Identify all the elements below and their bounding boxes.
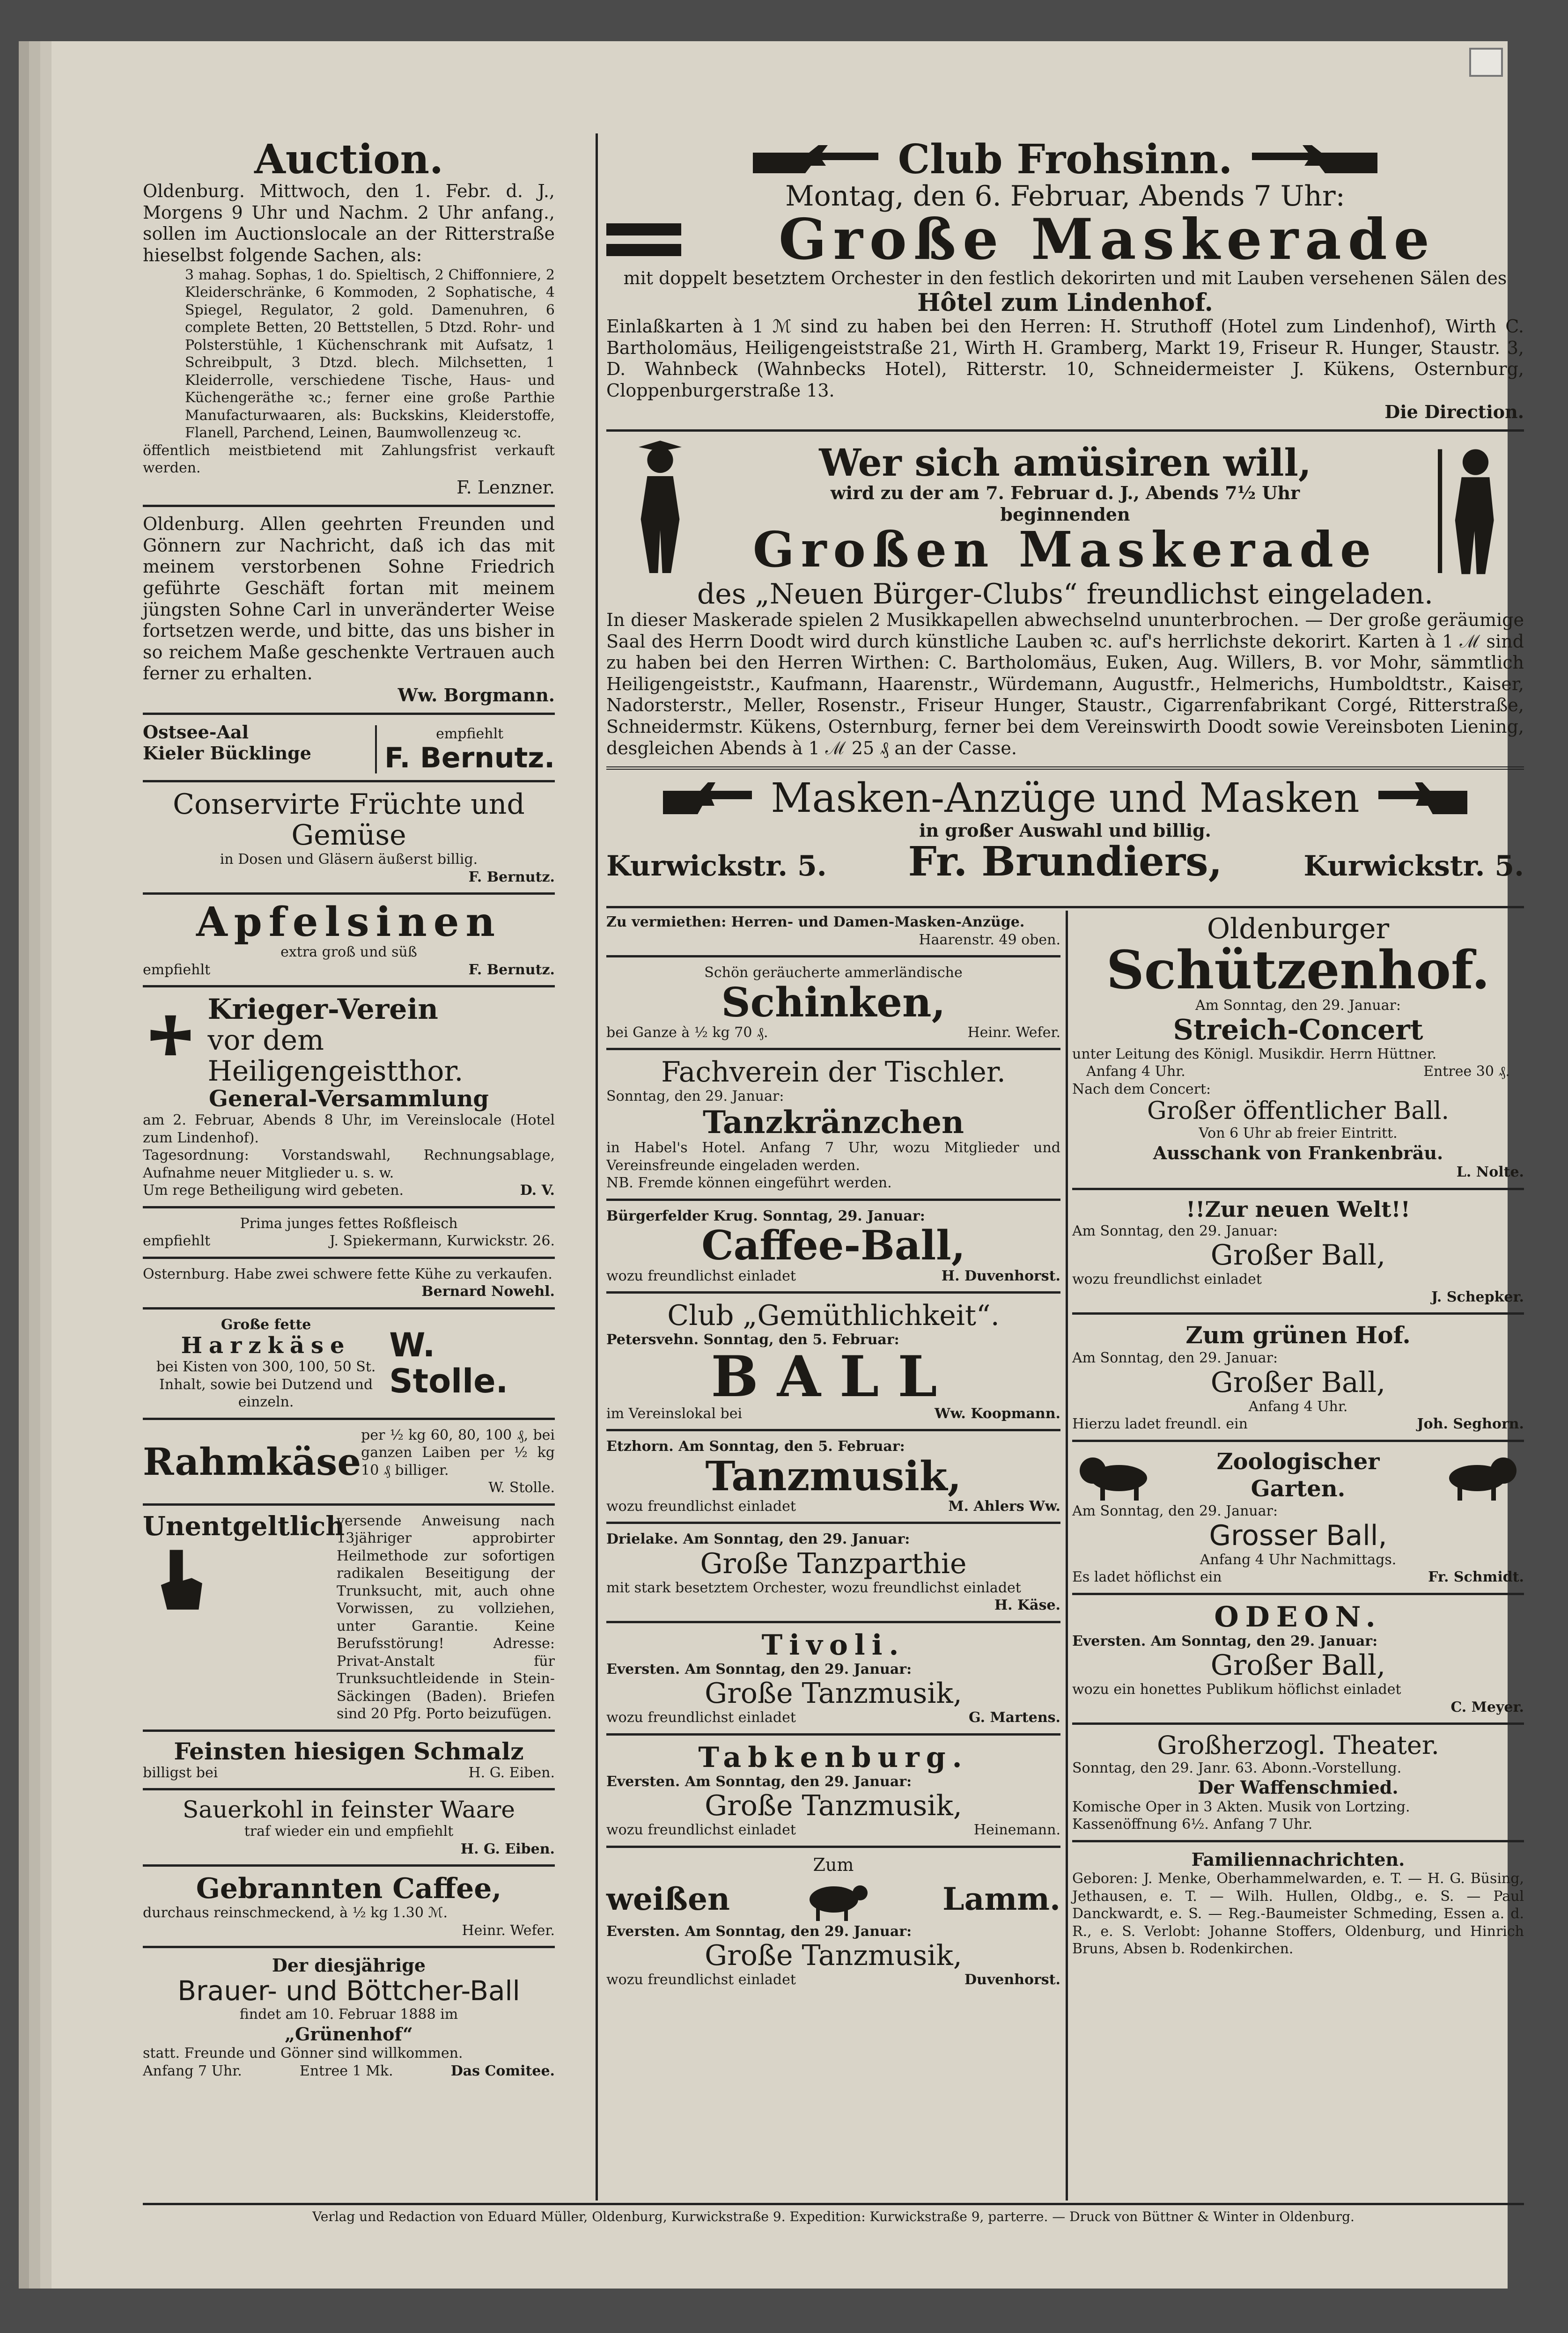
oranges-recommends: empfiehlt — [143, 961, 211, 978]
pointing-hand-icon — [152, 1546, 208, 1616]
lamm-ad — [606, 1852, 1060, 1992]
tischler-title: Fachverein der Tischler. — [661, 1056, 1006, 1089]
tischler-note: NB. Fremde können eingeführt werden. — [606, 1175, 892, 1192]
lamm-right-word: Lamm. — [942, 1881, 1060, 1918]
horsemeat-line-1: Prima junges fettes Roßfleisch — [240, 1215, 458, 1232]
lamm-left-word: weißen — [606, 1881, 730, 1918]
odeon-event: Großer Ball, — [1210, 1649, 1386, 1682]
caffeeball-title: Caffee-Ball, — [701, 1222, 965, 1270]
gemuth-host: Ww. Koopmann. — [934, 1405, 1060, 1422]
zoo-host: Fr. Schmidt. — [1428, 1569, 1524, 1586]
borgmann-text: Oldenburg. Allen geehrten Freunden und Gönnern zur Nachricht, daß ich das mit meinem verstorbenen Sohne Friedrich geführte Geschäft fortan mit meinem jüngsten Sohne Carl in unveränderter Weise fortsetzen werde, und bitte, das uns bisher in so reichem Maße geschenkte Vertrauen auch ferner zu erhalten. — [143, 514, 555, 684]
etzhorn-ad — [606, 1435, 1060, 1518]
brauer-venue: „Grünenhof“ — [285, 2023, 413, 2045]
neuewelt-text: wozu freundlichst einladet — [1072, 1271, 1262, 1288]
krieger-agenda: Tagesordnung: Vorstandswahl, Rechnungsablage, Aufnahme neuer Mitglieder u. s. w. — [143, 1147, 555, 1181]
harlequin-figure-icon — [606, 438, 714, 579]
neuewelt-signature: J. Schepker. — [1431, 1288, 1524, 1305]
gruenenhof-title: Zum grünen Hof. — [1185, 1321, 1411, 1349]
masken-street-right: Kurwickstr. 5. — [1303, 850, 1524, 883]
drielake-text: mit stark besetztem Orchester, wozu freundlichst einladet — [606, 1579, 1021, 1596]
family-title: Familiennachrichten. — [1191, 1848, 1405, 1870]
sauerkohl-text: traf wieder ein und empfiehlt — [244, 1823, 454, 1840]
schuetzenhof-title: Schützenhof. — [1106, 940, 1490, 1001]
zoo-ad — [1072, 1446, 1524, 1589]
krieger-subtitle: General-Versammlung — [209, 1086, 489, 1112]
gruenenhof-date: Am Sonntag, den 29. Januar: — [1072, 1350, 1278, 1367]
auction-closing: öffentlich meistbietend mit Zahlungsfrist verkauft werden. — [143, 442, 555, 477]
schuetzenhof-text: unter Leitung des Königl. Musikdir. Herrn Hüttner. — [1072, 1045, 1437, 1062]
theater-play: Der Waffenschmied. — [1198, 1777, 1399, 1798]
masken-street-left: Kurwickstr. 5. — [606, 850, 827, 883]
rahmkaese-signature: W. Stolle. — [488, 1479, 555, 1496]
schuetzenhof-ball: Großer öffentlicher Ball. — [1147, 1097, 1450, 1125]
coffee-text: durchaus reinschmeckend, à ½ kg 1.30 ℳ. — [143, 1905, 448, 1921]
schmalz-left: billigst bei — [143, 1764, 218, 1781]
lion-icon — [1072, 1450, 1161, 1501]
pointing-hand-left-icon — [1378, 780, 1467, 817]
auction-ad — [143, 136, 555, 501]
auction-list: 3 mahag. Sophas, 1 do. Spieltisch, 2 Chiffonniere, 2 Kleiderschränke, 6 Kommoden, 2 Sophatische, 4 Spiegel, Regulator, 2 gold. Damenuhren, 6 complete Betten, 20 Bettstellen, 5 Dtzd. Rohr- und Polsterstühle, 1 Küchenschrank mit Aufsatz, 1 Schreibpult, 3 Dtzd. blech. Milchsetten, 1 Kleiderrolle, verschiedene Tische, Haus- und Küchengeräthe ꝛc.; ferner eine große Parthie Manufacturwaaren, als: Buckskins, Kleiderstoffe, Flanell, Parchend, Leinen, Baumwollenzeug ꝛc. — [185, 266, 555, 442]
club-text-1: mit doppelt besetztem Orchester in den festlich dekorirten und mit Lauben versehenen Sälen des — [623, 268, 1507, 289]
tabken-event: Große Tanzmusik, — [705, 1789, 962, 1823]
schinken-price: bei Ganze à ½ kg 70 ₰. — [606, 1024, 768, 1041]
caffeeball-host: H. Duvenhorst. — [941, 1267, 1060, 1284]
oranges-signature: F. Bernutz. — [468, 961, 555, 978]
tabkenburg-ad — [606, 1739, 1060, 1842]
buerger-line-3: beginnenden — [1000, 504, 1130, 525]
club-text-2: Einlaßkarten à 1 ℳ sind zu haben bei den Herren: H. Struthoff (Hotel zum Lindenhof), Wirth C. Bartholomäus, Heiligengeiststraße 21, Wirth H. Gramberg, Markt 19, Friseur R. Hunger, Staustr. 3, D. Wahnbeck (Wahnbecks Hotel), Ritterstr. 10, Schneidermeister J. Kükens, Osternburg, Cloppenburgerstraße 13. — [606, 316, 1524, 401]
sauerkohl-ad — [143, 1794, 555, 1861]
page-corner-marker — [1469, 48, 1503, 77]
neuewelt-event: Großer Ball, — [1210, 1239, 1386, 1272]
family-text: Geboren: J. Menke, Oberhammelwarden, e. T. — H. G. Büsing, Jethausen, e. T. — Wilh. Hullen, Oldbg., e. S. — Paul Danckwardt, e. S. — Reg.-Baumeister Schmeding, Essen a. d. R., e. S. Verlobt: Johanne Stoffers, Oldenburg, und Hinrich Bruns, Absen b. Rodenkirchen. — [1072, 1870, 1524, 1958]
schmalz-title: Feinsten hiesigen Schmalz — [174, 1737, 524, 1765]
theater-title: Großherzogl. Theater. — [1157, 1730, 1439, 1760]
fruits-text: in Dosen und Gläsern äußerst billig. — [220, 851, 478, 868]
pointing-hand-right-icon — [753, 143, 884, 176]
odeon-title: ODEON. — [1214, 1600, 1382, 1634]
gruenenhof-host: Joh. Seghorn. — [1417, 1416, 1524, 1433]
sauerkohl-signature: H. G. Eiben. — [460, 1840, 555, 1857]
cows-signature: Bernard Nowehl. — [421, 1283, 555, 1300]
harz-merchant: W. Stolle. — [389, 1326, 508, 1401]
rahmkaese-ad — [143, 1424, 555, 1500]
schuetzenhof-line-1: Oldenburger — [1207, 913, 1390, 945]
caffeeball-left: wozu freundlichst einladet — [606, 1267, 796, 1284]
coffee-title: Gebrannten Caffee, — [196, 1872, 502, 1905]
borgmann-signature: Ww. Borgmann. — [398, 684, 555, 706]
harz-title: Harzkäse — [181, 1332, 351, 1359]
schinken-ad — [606, 961, 1060, 1044]
tivoli-left: wozu freundlichst einladet — [606, 1709, 796, 1726]
bernutz-fish-ad — [143, 719, 555, 777]
odeon-signature: C. Meyer. — [1450, 1699, 1524, 1715]
gruenenhof-start: Anfang 4 Uhr. — [1248, 1398, 1348, 1415]
buerger-club-ad — [606, 435, 1524, 762]
schuetzenhof-start: Anfang 4 Uhr. — [1086, 1063, 1185, 1080]
drielake-line-1: Drielake. Am Sonntag, den 29. Januar: — [606, 1531, 910, 1548]
column-right — [1072, 911, 1524, 1961]
drielake-ad — [606, 1528, 1060, 1617]
column-divider — [596, 133, 598, 2201]
schuetzenhof-entry: Entree 30 ₰. — [1423, 1063, 1510, 1080]
vermieten-address: Haarenstr. 49 oben. — [919, 931, 1060, 948]
lamm-event: Große Tanzmusik, — [705, 1939, 962, 1972]
imprint-footer: Verlag und Redaction von Eduard Müller, Oldenburg, Kurwickstraße 9. Expedition: Kurwickstraße 9, parterre. — Druck von Büttner & Winter in Oldenburg. — [143, 2203, 1524, 2224]
brauer-entry: Entree 1 Mk. — [299, 2062, 393, 2079]
lamb-icon — [801, 1876, 871, 1923]
schinken-line-1: Schön geräucherte ammerländische — [704, 964, 963, 981]
oranges-ad — [143, 898, 555, 981]
krieger-signature: D. V. — [520, 1182, 555, 1199]
gemuth-left: im Vereinslokal bei — [606, 1405, 743, 1422]
harz-text: bei Kisten von 300, 100, 50 St. Inhalt, sowie bei Dutzend und einzeln. — [156, 1359, 376, 1410]
schuetzenhof-ad — [1072, 911, 1524, 1184]
club-date: Montag, den 6. Februar, Abends 7 Uhr: — [785, 180, 1345, 213]
iron-cross-icon — [143, 1010, 198, 1071]
schinken-merchant: Heinr. Wefer. — [967, 1024, 1060, 1041]
gemuth-event: BALL — [711, 1343, 956, 1410]
pointing-hand-left-icon — [1246, 143, 1377, 176]
brauer-line-1: Der diesjährige — [272, 1955, 426, 1976]
buerger-text: In dieser Maskerade spielen 2 Musikkapellen abwechselnd ununterbrochen. — Der große geräumige Saal des Herrn Doodt wird durch künstliche Lauben ꝛc. auf's herrlichste dekorirt. Karten à 1 ℳ sind zu haben bei den Herren Wirthen: C. Bartholomäus, Euken, Aug. Willers, B. vor Mohr, sämmtlich Heiligengeiststr., Kaufmann, Haarenstr., Würdemann, Augustfr., Helmerichs, Humboldtstr., Kaiser, Nadorsterstr., Meller, Rosenstr., Friseur Hunger, Staustr., Cigarrenfabrikant Corgé, Ritterstraße, Schneidermstr. Kükens, Osternburg, ferner bei dem Vereinswirth Doodt sowie Vereinsboten Liening, desgleichen Abends à 1 ℳ 25 ₰ an der Casse. — [606, 610, 1524, 758]
brauer-signature: Das Comitee. — [450, 2062, 555, 2079]
family-ad — [1072, 1846, 1524, 1961]
club-signature: Die Direction. — [1384, 401, 1524, 423]
gemuth-line-1: Petersvehn. Sonntag, den 5. Februar: — [606, 1332, 899, 1348]
etzhorn-title: Tanzmusik, — [705, 1452, 962, 1500]
brauer-text-2: statt. Freunde und Gönner sind willkommen. — [143, 2045, 463, 2062]
krieger-ad — [143, 991, 555, 1202]
harz-ad — [143, 1313, 555, 1414]
masken-text: in großer Auswahl und billig. — [919, 819, 1211, 841]
drielake-title: Große Tanzparthie — [700, 1547, 967, 1580]
horsemeat-recommends: empfiehlt — [143, 1233, 211, 1250]
club-hotel: Hôtel zum Lindenhof. — [917, 288, 1213, 317]
tischler-date: Sonntag, den 29. Januar: — [606, 1088, 784, 1105]
lamm-line-1: Eversten. Am Sonntag, den 29. Januar: — [606, 1923, 912, 1940]
bernutz-fruits-ad — [143, 786, 555, 889]
schuetzenhof-date: Am Sonntag, den 29. Januar: — [1195, 997, 1401, 1014]
krieger-request: Um rege Betheiligung wird gebeten. — [143, 1182, 404, 1199]
krieger-title-2: vor dem Heiligengeistthor. — [207, 1024, 464, 1088]
fish-recommends: empfiehlt — [436, 725, 504, 742]
fish-line-2: Kieler Bücklinge — [143, 743, 311, 764]
pointing-hand-right-icon — [663, 780, 752, 817]
gruenenhof-left: Hierzu ladet freundl. ein — [1072, 1416, 1248, 1433]
brauer-title: Brauer- und Böttcher-Ball — [177, 1974, 520, 2007]
club-title: Club Frohsinn. — [898, 136, 1233, 183]
oranges-title: Apfelsinen — [196, 898, 502, 946]
trunksucht-title: Unentgeltlich — [143, 1510, 345, 1542]
column-divider — [1066, 911, 1068, 2201]
neuewelt-date: Am Sonntag, den 29. Januar: — [1072, 1222, 1278, 1239]
theater-ad — [1072, 1729, 1524, 1836]
theater-line-2: Komische Oper in 3 Akten. Musik von Lortzing. — [1072, 1798, 1410, 1815]
coffee-ad — [143, 1870, 555, 1942]
auction-intro: Oldenburg. Mittwoch, den 1. Febr. d. J., Morgens 9 Uhr und Nachm. 2 Uhr anfang., sollen im Auctionslocale an der Ritterstraße hieselbst folgende Sachen, als: — [143, 181, 555, 266]
lamm-left: wozu freundlichst einladet — [606, 1972, 796, 1988]
tabken-host: Heinemann. — [973, 1822, 1060, 1839]
oranges-text: extra groß und süß — [280, 944, 417, 961]
column-middle — [606, 911, 1060, 1992]
tabken-title: Tabkenburg. — [698, 1741, 969, 1774]
jester-figure-icon — [1416, 438, 1524, 579]
tivoli-line-1: Eversten. Am Sonntag, den 29. Januar: — [606, 1661, 912, 1678]
schuetzenhof-free: Von 6 Uhr ab freier Eintritt. — [1199, 1125, 1398, 1142]
schuetzenhof-after: Nach dem Concert: — [1072, 1081, 1211, 1097]
tischler-event: Tanzkränzchen — [703, 1104, 964, 1141]
caffeeball-ad — [606, 1205, 1060, 1288]
odeon-text: wozu ein honettes Publikum höflichst einladet — [1072, 1681, 1401, 1698]
buerger-line-2: wird zu der am 7. Februar d. J., Abends 7½ Uhr — [830, 482, 1300, 504]
auction-signature: F. Lenzner. — [456, 477, 555, 498]
fish-merchant: F. Bernutz. — [384, 742, 555, 775]
auction-title: Auction. — [254, 136, 443, 183]
buerger-event: Großen Maskerade — [752, 520, 1378, 578]
caffeeball-line-1: Bürgerfelder Krug. Sonntag, 29. Januar: — [606, 1207, 925, 1224]
brauer-start: Anfang 7 Uhr. — [143, 2062, 242, 2079]
gruenenhof-ad — [1072, 1318, 1524, 1436]
schuetzenhof-beer: Ausschank von Frankenbräu. — [1153, 1142, 1443, 1163]
masken-ad — [606, 774, 1524, 886]
vermieten-ad — [606, 911, 1060, 951]
odeon-line-1: Eversten. Am Sonntag, den 29. Januar: — [1072, 1633, 1378, 1649]
club-frohsinn-ad — [606, 136, 1524, 426]
gemuth-title: Club „Gemüthlichkeit“. — [667, 1299, 1000, 1332]
schmalz-merchant: H. G. Eiben. — [468, 1764, 555, 1781]
sauerkohl-title: Sauerkohl in feinster Waare — [183, 1796, 515, 1823]
buerger-line-4: des „Neuen Bürger-Clubs“ freundlichst eingeladen. — [697, 578, 1434, 611]
schmalz-ad — [143, 1736, 555, 1785]
rahmkaese-text: per ½ kg 60, 80, 100 ₰, bei ganzen Laiben per ½ kg 10 ₰ billiger. — [361, 1427, 555, 1479]
theater-line-1: Sonntag, den 29. Janr. 63. Abonn.-Vorstellung. — [1072, 1759, 1402, 1776]
etzhorn-host: M. Ahlers Ww. — [948, 1498, 1060, 1515]
tivoli-title: Tivoli. — [761, 1628, 905, 1662]
zoo-title: Zoologischer Garten. — [1216, 1448, 1380, 1502]
club-event: Große Maskerade — [779, 206, 1436, 273]
rahmkaese-title: Rahmkäse — [143, 1439, 361, 1484]
tischler-text: in Habel's Hotel. Anfang 7 Uhr, wozu Mitglieder und Vereinsfreunde eingeladen werden. — [606, 1140, 1060, 1174]
tabken-line-1: Eversten. Am Sonntag, den 29. Januar: — [606, 1773, 912, 1790]
harz-line-1: Große fette — [221, 1316, 311, 1333]
vermieten-text: Zu vermiethen: Herren- und Damen-Masken-Anzüge. — [606, 914, 1025, 930]
lion-icon — [1435, 1450, 1524, 1501]
tischler-ad — [606, 1054, 1060, 1195]
fruits-title: Conservirte Früchte und Gemüse — [173, 788, 525, 852]
tivoli-ad — [606, 1627, 1060, 1730]
tabken-left: wozu freundlichst einladet — [606, 1822, 796, 1839]
neuewelt-title: !!Zur neuen Welt!! — [1186, 1196, 1410, 1222]
horsemeat-ad — [143, 1212, 555, 1253]
neuewelt-ad — [1072, 1194, 1524, 1309]
brauer-ad — [143, 1952, 555, 2083]
krieger-text: am 2. Februar, Abends 8 Uhr, im Vereinslocale (Hotel zum Lindenhof). — [143, 1112, 555, 1146]
masken-title: Masken-Anzüge und Masken — [771, 775, 1360, 822]
fish-line-1: Ostsee-Aal — [143, 721, 249, 743]
theater-line-3: Kassenöffnung 6½. Anfang 7 Uhr. — [1072, 1816, 1313, 1833]
gemuth-ad — [606, 1297, 1060, 1425]
drielake-signature: H. Käse. — [994, 1597, 1060, 1614]
trunksucht-ad — [143, 1509, 555, 1726]
etzhorn-left: wozu freundlichst einladet — [606, 1498, 796, 1515]
schuetzenhof-signature: L. Nolte. — [1456, 1164, 1524, 1181]
coffee-signature: Heinr. Wefer. — [462, 1922, 555, 1939]
zoo-start: Anfang 4 Uhr Nachmittags. — [1200, 1551, 1397, 1568]
borgmann-ad — [143, 511, 555, 708]
schuetzenhof-event: Streich-Concert — [1173, 1013, 1423, 1046]
trunksucht-text: versende Anweisung nach 13jähriger approbirter Heilmethode zur sofortigen radikalen Beseitigung der Trunksucht, mit, auch ohne Vorwissen, zu vollziehen, unter Garantie. Keine Berufsstörung! Adresse: Privat-Anstalt für Trunksuchtleidende in Stein-Säckingen (Baden). Briefen sind 20 Pfg. Porto beizufügen. — [337, 1512, 555, 1722]
cows-ad — [143, 1263, 555, 1303]
krieger-title-1: Krieger-Verein — [207, 993, 438, 1026]
odeon-ad — [1072, 1599, 1524, 1719]
horsemeat-merchant: J. Spiekermann, Kurwickstr. 26. — [329, 1233, 555, 1250]
masken-merchant: Fr. Brundiers, — [908, 838, 1222, 886]
fruits-signature: F. Bernutz. — [468, 868, 555, 885]
zoo-left: Es ladet höflichst ein — [1072, 1569, 1222, 1586]
column-right-wide — [606, 136, 1524, 886]
zoo-event: Grosser Ball, — [1209, 1519, 1387, 1552]
tivoli-host: G. Martens. — [969, 1709, 1060, 1726]
etzhorn-line-1: Etzhorn. Am Sonntag, den 5. Februar: — [606, 1438, 905, 1455]
zoo-date: Am Sonntag, den 29. Januar: — [1072, 1503, 1278, 1520]
gruenenhof-event: Großer Ball, — [1210, 1366, 1386, 1399]
brauer-text-1: findet am 10. Februar 1888 im — [239, 2006, 458, 2023]
buerger-line-1: Wer sich amüsiren will, — [819, 441, 1311, 485]
lamm-host: Duvenhorst. — [964, 1972, 1060, 1988]
tivoli-event: Große Tanzmusik, — [705, 1677, 962, 1710]
lamm-top: Zum — [813, 1854, 854, 1875]
schinken-title: Schinken, — [721, 979, 946, 1026]
cows-text: Osternburg. Habe zwei schwere fette Kühe zu verkaufen. — [143, 1266, 552, 1282]
column-left — [143, 136, 555, 2083]
